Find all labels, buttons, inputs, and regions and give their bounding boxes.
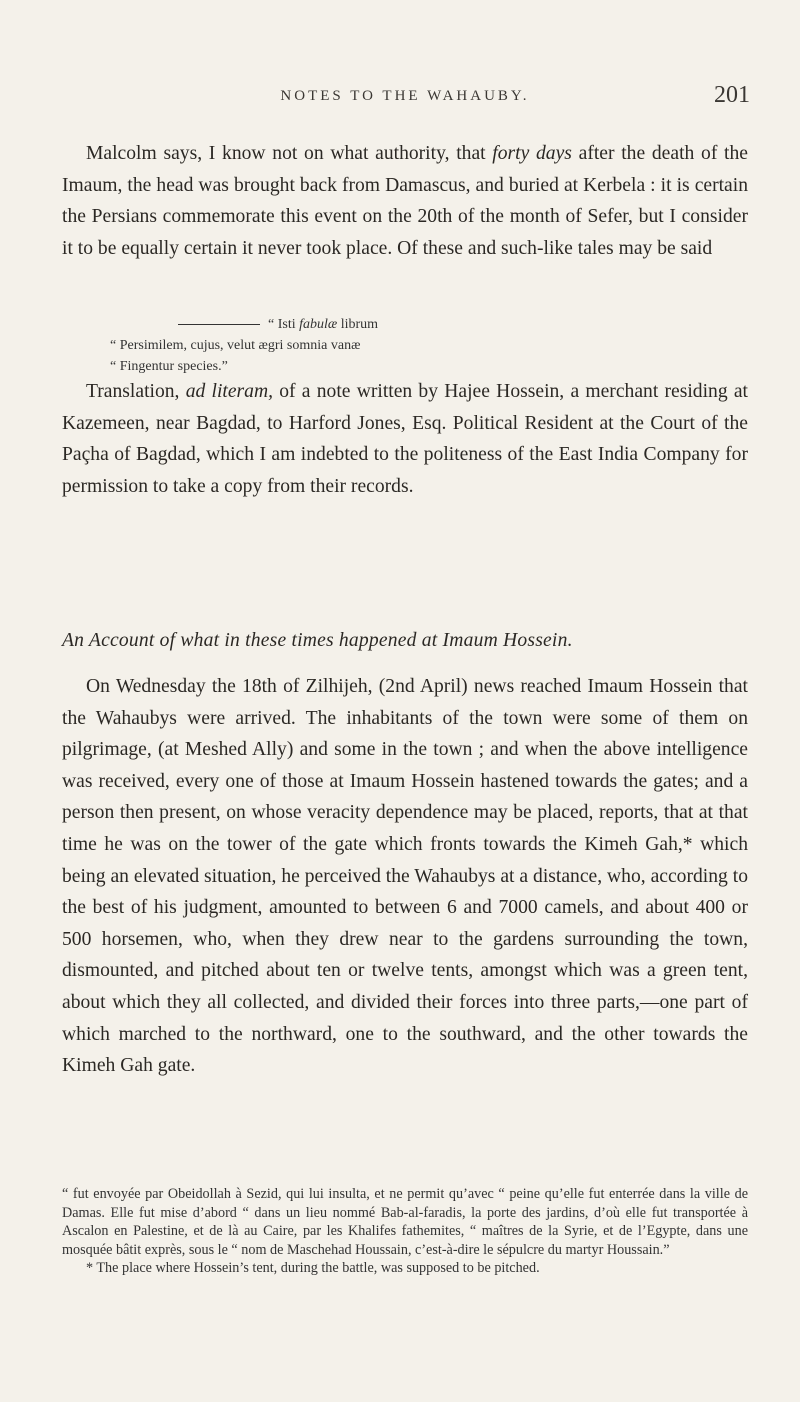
section-heading: An Account of what in these times happened at Imaum Hossein. [62, 630, 573, 651]
paragraph-translation [62, 376, 748, 502]
latin-verse [110, 314, 710, 377]
verse-line-2: “ Persimilem, cujus, velut ægri somnia vanæ [110, 338, 361, 353]
footnotes [62, 1185, 748, 1278]
page-header [60, 84, 750, 114]
paragraph-2-italic: ad literam, [185, 381, 274, 402]
paragraph-3-text: On Wednesday the 18th of Zilhijeh, (2nd April) news reached Imaum Hossein that the Wahaubys were arrived. The inhabitants of the town were some of them on pilgrimage, (at Meshed Ally) and some in the town ; and when the above intelligence was received, every one of those at Imaum Hossein hastened towards the gates; and a person then present, on whose veracity dependence may be placed, reports, that at that time he was on the tower of the gate which fronts towards the Kimeh Gah,* which being an elevated situation, he perceived the Wahaubys at a distance, who, according to the best of his judgment, amounted to between 6 and 7000 camels, and about 400 or 500 horsemen, who, when they drew near to the gardens surrounding the town, dismounted, and pitched about ten or twelve tents, amongst which was a green tent, about which they all collected, and divided their forces into three parts,—one part of which marched to the northward, one to the southward, and the other towards the Kimeh Gah gate. [62, 676, 748, 1077]
verse-line-3: “ Fingentur species.” [110, 359, 228, 374]
paragraph-2-text-b: of a note written by Hajee Hossein, a merchant residing at Kazemeen, near Bagdad, to Harford Jones, Esq. Political Resident at the Court of the Paçha of Bagdad, which I am indebted to the politeness of the East India Company for permission to take a copy from their records. [62, 381, 748, 497]
paragraph-account [62, 671, 748, 1082]
page-number: 201 [714, 82, 750, 108]
footnote-star: * The place where Hossein’s tent, during the battle, was supposed to be pitched. [86, 1260, 540, 1277]
running-title: NOTES TO THE WAHAUBY. [280, 88, 530, 104]
paragraph-1-text-a: Malcolm says, I know not on what authority, that [86, 143, 493, 164]
paragraph-2-text-a: Translation, [86, 381, 186, 402]
verse-rule [178, 324, 260, 325]
paragraph-1-text-b: after the death of the Imaum, the head was brought back from Damascus, and buried at Kerbela : it is certain the Persians commemorate this event on the 20th of the month of Sefer, but I consider it to be equally certain it never took place. Of these and such-like tales may be said [62, 143, 748, 259]
footnote-french-quote: “ fut envoyée par Obeidollah à Sezid, qui lui insulta, et ne permit qu’avec “ peine qu’elle fut enterrée dans la ville de Damas. Elle fut mise d’abord “ dans un lieu nommé Bab-al-faradis, la porte des jardins, d’où elle fut transportée à Ascalon en Palestine, et de là au Caire, par les Khalifes fathemites, “ maîtres de la Syrie, et de l’Egypte, dans une mosquée bâtit exprès, sous le “ nom de Maschehad Houssain, c’est-à-dire le sépulcre du martyr Houssain.” [62, 1186, 748, 1258]
paragraph-malcolm [62, 138, 748, 264]
verse-line-1: “ Isti fabulæ librum [110, 314, 710, 335]
paragraph-1-italic: forty days [492, 143, 572, 164]
